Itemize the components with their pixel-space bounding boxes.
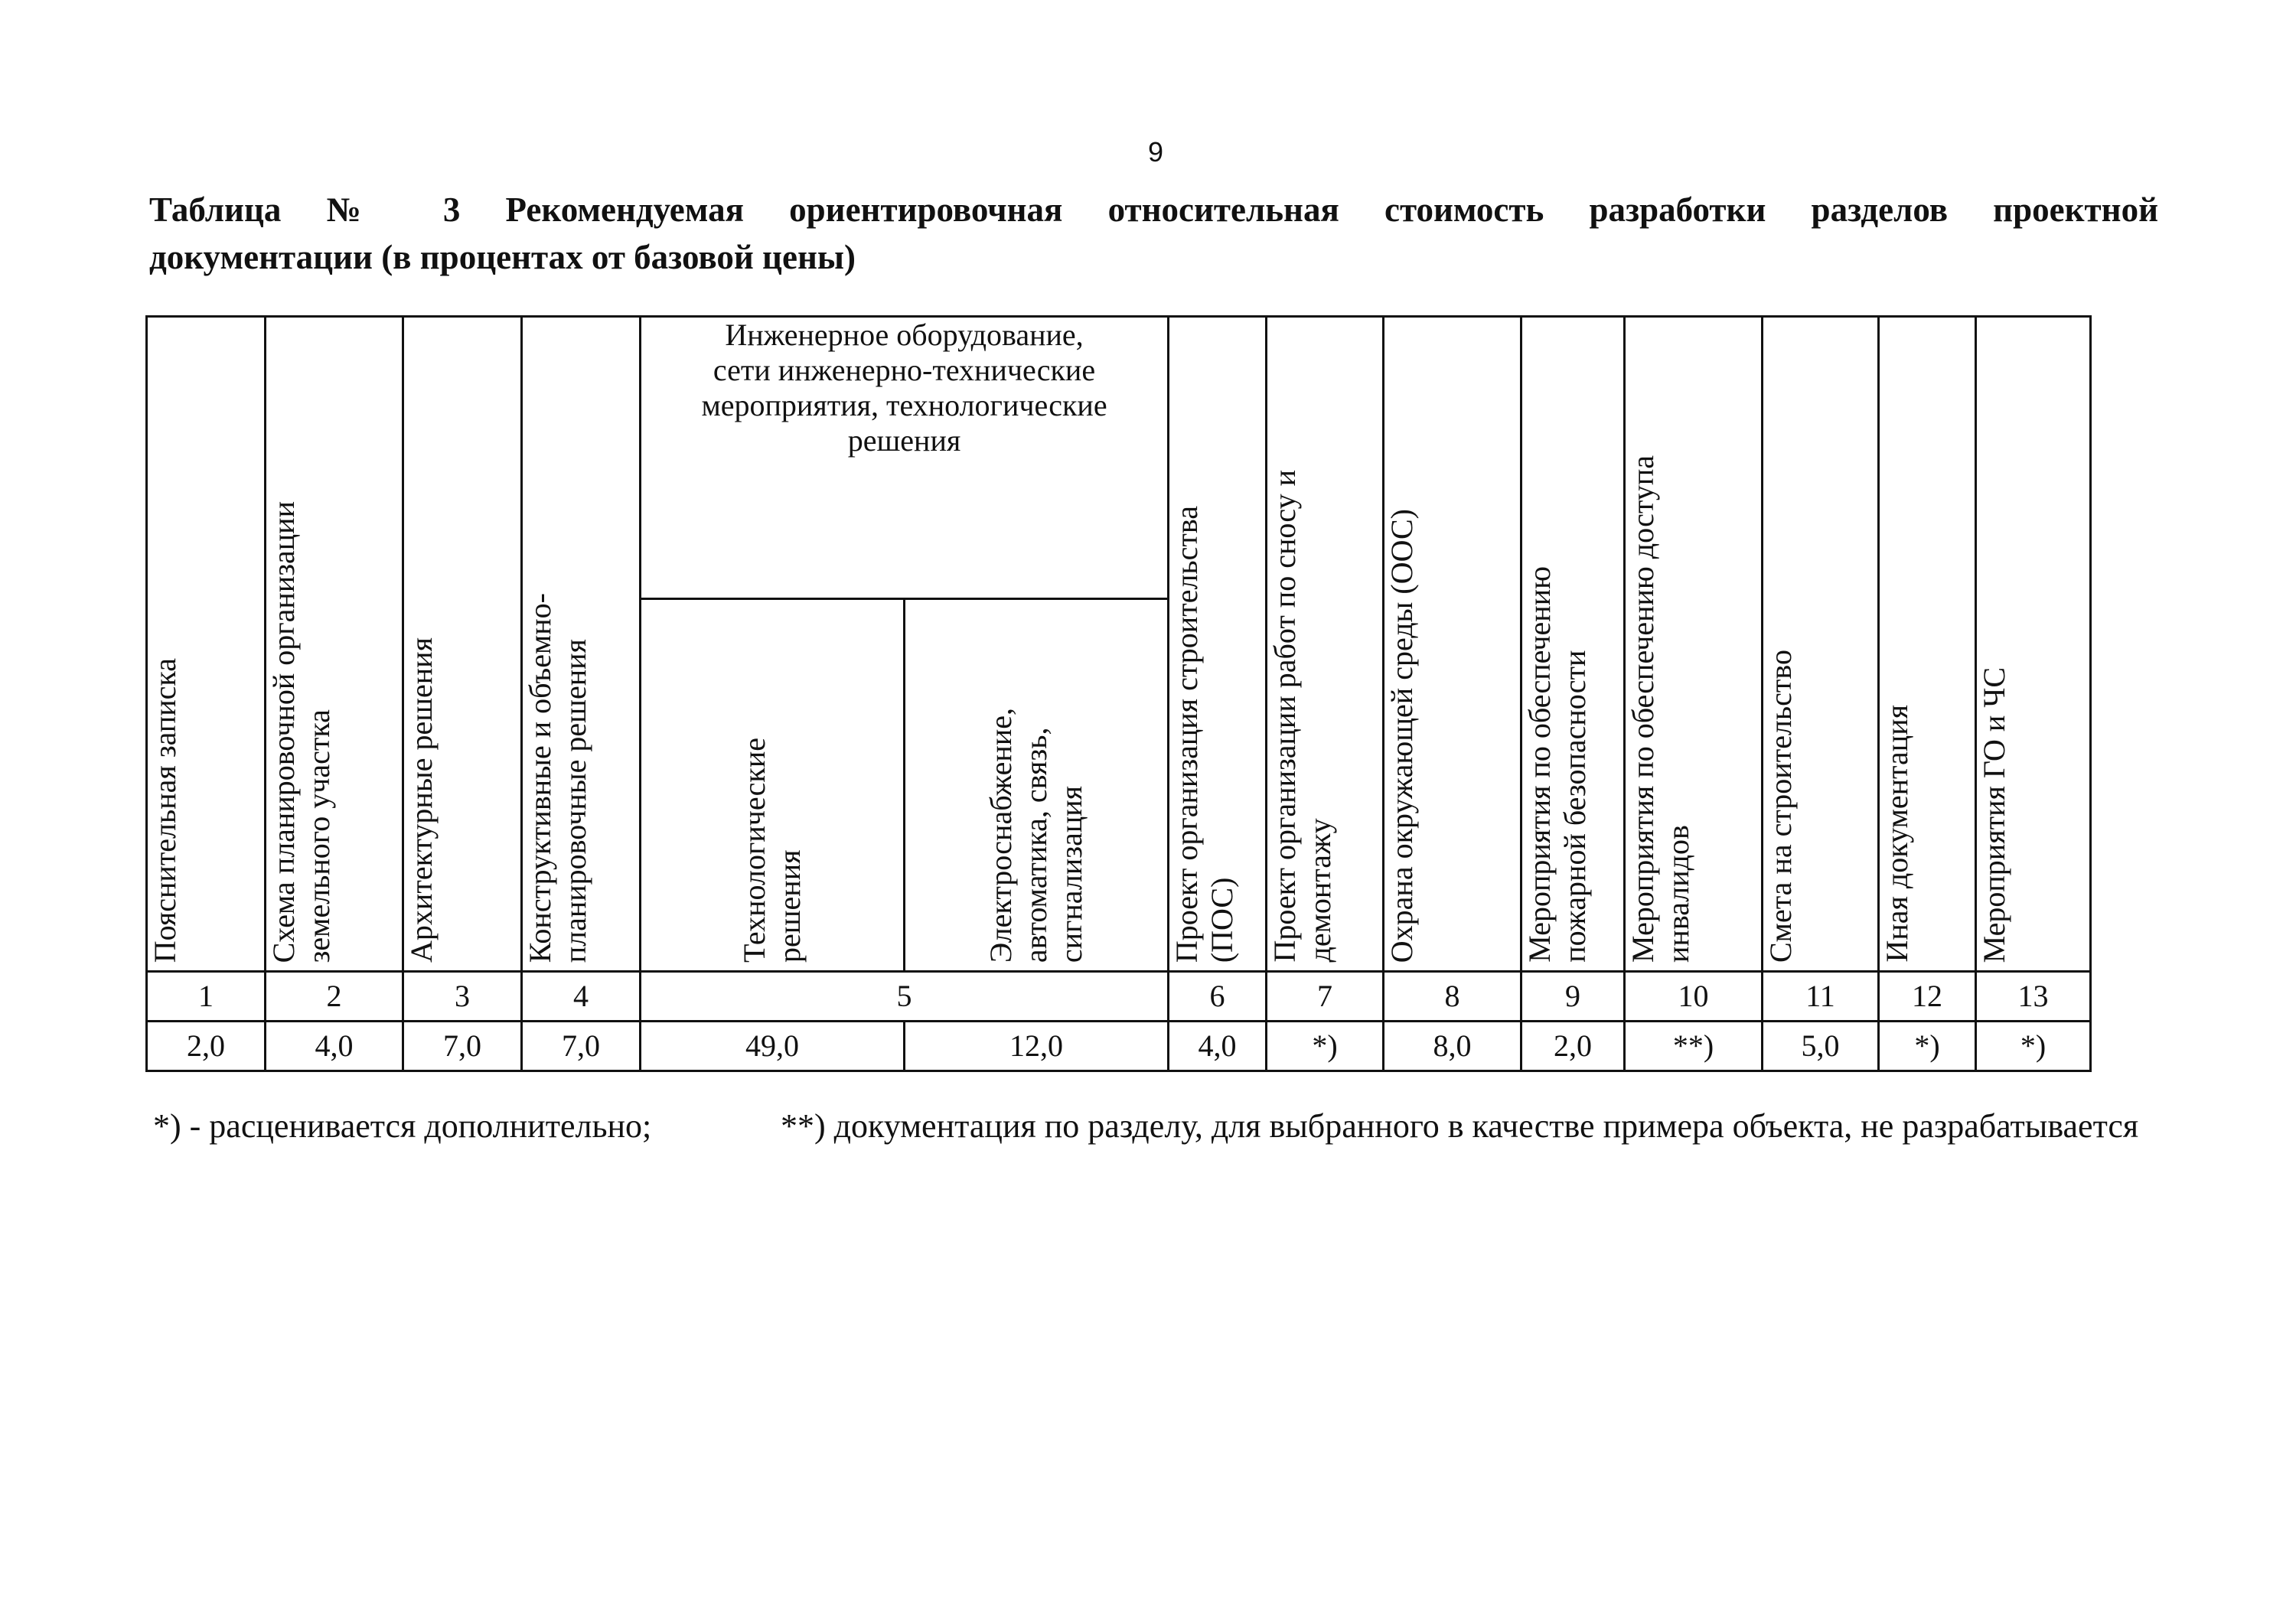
number-cell: 7	[1267, 972, 1384, 1022]
header-cell-1: Пояснительная записка	[147, 317, 266, 972]
number-cell: 6	[1169, 972, 1267, 1022]
header-cell-9: Мероприятия по обеспечению пожарной безопасности	[1521, 317, 1625, 972]
number-cell: 8	[1384, 972, 1521, 1022]
header-cell-11: Смета на строительство	[1763, 317, 1879, 972]
value-cell: 7,0	[403, 1022, 522, 1071]
header-cell-3: Архитектурные решения	[403, 317, 522, 972]
value-cell: 5,0	[1763, 1022, 1879, 1071]
header-cell-8: Охрана окружающей среды (ООС)	[1384, 317, 1521, 972]
value-cell: 4,0	[266, 1022, 403, 1071]
subheader-tech-solutions: Технологические решения	[641, 599, 905, 972]
value-cell: 4,0	[1169, 1022, 1267, 1071]
value-cell: 2,0	[1521, 1022, 1625, 1071]
header-cell-2: Схема планировочной организации земельного участка	[266, 317, 403, 972]
table-title	[149, 186, 2158, 281]
value-cell: **)	[1625, 1022, 1763, 1071]
number-cell: 5	[641, 972, 1169, 1022]
value-cell: *)	[1267, 1022, 1384, 1071]
number-row	[147, 972, 2091, 1022]
subheader-power-supply: Электроснабжение, автоматика, связь, сигнализация	[905, 599, 1169, 972]
footnotes	[153, 1102, 2143, 1151]
number-cell: 4	[522, 972, 641, 1022]
value-cell: 12,0	[905, 1022, 1169, 1071]
header-row	[147, 317, 2091, 599]
value-cell: 8,0	[1384, 1022, 1521, 1071]
number-cell: 1	[147, 972, 266, 1022]
number-cell: 9	[1521, 972, 1625, 1022]
page-number: 9	[1147, 136, 1164, 168]
value-cell: 7,0	[522, 1022, 641, 1071]
number-cell: 11	[1763, 972, 1879, 1022]
header-cell-12: Иная документация	[1879, 317, 1976, 972]
header-cell-4: Конструктивные и объемно- планировочные решения	[522, 317, 641, 972]
value-cell: 2,0	[147, 1022, 266, 1071]
number-cell: 2	[266, 972, 403, 1022]
number-cell: 13	[1976, 972, 2091, 1022]
header-cell-6: Проект организация строительства (ПОС)	[1169, 317, 1267, 972]
table-title-line-2: документации (в процентах от базовой цены)	[149, 238, 856, 277]
number-cell: 12	[1879, 972, 1976, 1022]
value-row	[147, 1022, 2091, 1071]
number-cell: 10	[1625, 972, 1763, 1022]
value-cell: *)	[1976, 1022, 2091, 1071]
header-cell-13: Мероприятия ГО и ЧС	[1976, 317, 2091, 972]
header-cell-5-group: Инженерное оборудование, сети инженерно-технические мероприятия, технологические решения	[641, 317, 1169, 599]
table-title-line-1: Таблица № 3 Рекомендуемая ориентировочная относительная стоимость разработки разделов проектной	[149, 191, 2158, 229]
value-cell: *)	[1879, 1022, 1976, 1071]
header-cell-7: Проект организации работ по сносу и демонтажу	[1267, 317, 1384, 972]
number-cell: 3	[403, 972, 522, 1022]
footnote-double-asterisk: **) документация по разделу, для выбранного в качестве примера объекта, не разрабатывается	[781, 1107, 2139, 1145]
value-cell: 49,0	[641, 1022, 905, 1071]
header-cell-10: Мероприятия по обеспечению доступа инвалидов	[1625, 317, 1763, 972]
footnote-single-asterisk: *) - расценивается дополнительно;	[153, 1107, 652, 1145]
cost-table	[145, 315, 2092, 1072]
